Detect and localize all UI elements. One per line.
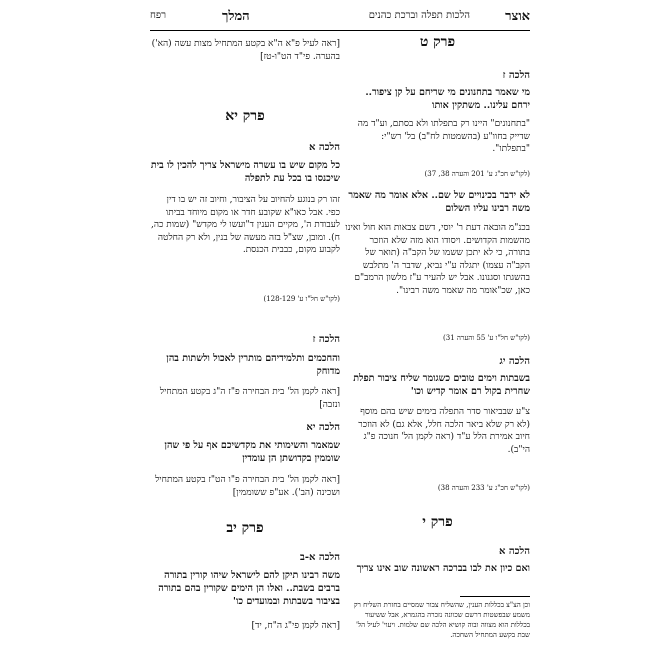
chapter-heading-yud: פרק י bbox=[422, 514, 453, 530]
quoted-text-3: שמאמר והשימותי את מקדשיכם אף על פי שהן שוממין בקדושתן הן עומדין bbox=[164, 440, 340, 464]
footnote: וכן הצ"צ בכללות הענין, שהשליח צבור שמסיים בחזרת השליח רק משמע שבפשטות דרשם שכוונה נזכרה בהגמרא, אבל ששיעור בכללות הוא מצווה ובוה קושיא הלכה שם שלמות. ויעוי' לעיל הל' שבת בקשע המתחיל השחכה. bbox=[353, 601, 530, 639]
reference-1: (לקו"ש חכ"ג ע' 201 והערה 38, 37) bbox=[424, 170, 530, 178]
halacha-heading-z: הלכה ז bbox=[502, 70, 530, 81]
halacha-heading-z: הלכה ז bbox=[312, 334, 340, 345]
page-header bbox=[150, 8, 530, 28]
commentary-2: בכנ"מ הובאה דעת ר' יוסי, דשם צבאות הוא חול ואינו מהשמות הקדושים. ויסודו הוא מזה שלא הוזכר בתורה, כי לא יתכן ששמו של הקב"ה (תואר של הקב"ה עצמו) יתגלה ע"י נביא, שדבר ה' מתלבש בהשגתו וסגנונו. אבל יש להעיר ע"ז מלשון הרמב"ם כאן, שכ"אומר מה שאמר משה רבינו". bbox=[345, 223, 530, 296]
quoted-text-2: לא ידבר בכינויים של שם.. אלא אומר מה שאמר משה רבינו עליו השלום bbox=[348, 190, 530, 214]
header-book-title-left: המלך bbox=[222, 9, 250, 24]
quoted-text-4: משה רבינו תיקן להם לישראל שיהו קורין בתורה ברבים בשבת.. ואלו הן הימים שקורין בהם בתורה בציבור בשבתות ובמועדים כו' bbox=[158, 570, 340, 607]
halacha-heading-a: הלכה א bbox=[309, 142, 340, 153]
reference-3: (לקו"ש חכ"ג ע' 233 והערה 38) bbox=[437, 484, 530, 492]
reference-1: (לקו"ש חל"ו ע' 128-129) bbox=[263, 295, 340, 303]
page-number: רפח bbox=[150, 10, 167, 21]
header-rule bbox=[150, 30, 530, 31]
halacha-heading-ab: הלכה א-ב bbox=[300, 552, 340, 563]
quoted-text-1: כל מקום שיש בו עשרה מישראל צריך להכין לו בית שיכנסו בו בכל עת לתפלה bbox=[150, 160, 340, 184]
header-section-title: הלכות תפלה וברכת כהנים bbox=[368, 10, 470, 21]
reference-2: (לקו"ש חל"ו ע' 55 והערה 31) bbox=[443, 334, 530, 342]
commentary-1: זהו רק בנוגע להחיוב על הציבור, וחיוב זה יש בו דין כפי. אבל כאו"א שקובע חדר או מקום מיוחד בביתו לעבודת ה', מקיים הענין ד"ועשו לי מקדש" (שמות כה, ח). ומובן, שצ"ל בזה מעשה של בנין, ולא רק החלטה לקבוע מקום, כבבית הכנסת. bbox=[150, 195, 340, 255]
cross-reference-2: [ראה לקמן הל' בית הבחירה פ"ו הט"ז בקטע המתחיל ושכינה (הב'). אע"פ ששוממין] bbox=[155, 475, 340, 498]
chapter-heading-yb: פרק יב bbox=[226, 520, 264, 536]
chapter-heading-ya: פרק יא bbox=[225, 108, 265, 124]
top-reference: [ראה לעיל פ"א ה"א בקטע המתחיל מצות עשה (הא') בהערה. פי"ד הט"ו-טז] bbox=[151, 39, 340, 62]
quoted-text-3: בשבתות וימים טובים כשגומר שליח ציבור תפלת שחרית בקול רם אומר קדיש וכו' bbox=[353, 373, 530, 397]
commentary-3: צ"ע שבביאור סדר התפלה בימים שיש בהם מוסף (לא רק שלא ביאר הלכה חלל, אלא גם) לא הוזכר חיוב אמירת הלל ע"ד (ראה לקמן הל' חנוכה פ"ג הי"ב). bbox=[358, 407, 530, 455]
halacha-heading-a: הלכה א bbox=[499, 546, 530, 557]
footnote-rule bbox=[460, 596, 530, 597]
quoted-text-2: והחכמים ותלמידיהם מותרין לאכול ולשתות בהן מדוחק bbox=[166, 353, 340, 377]
quoted-text-1: מי שאמר בתחנונים מי שריחם על קן ציפור.. ירחם עלינו.. משתקין אותו bbox=[365, 87, 530, 111]
chapter-heading-tet: פרק ט bbox=[419, 34, 456, 50]
halacha-heading-yg: הלכה יג bbox=[499, 356, 530, 367]
cross-reference-1: [ראה לקמן הל' בית הבחירה פ"ז ה"ג בקטע המתחיל ונזבה] bbox=[159, 387, 340, 410]
commentary-1: "בתחנונים" היינו רק בתפלתו ולא בסתם, וע"ד מה שדייק בחוו"ע (בהשמטות לח"ב) בל' רש"י: "בתפלתו". bbox=[357, 119, 530, 154]
halacha-heading-ya: הלכה יא bbox=[306, 422, 340, 433]
cross-reference-3: [ראה לקמן פי"ג ה"ח, יד] bbox=[251, 621, 340, 631]
quoted-text-4: ואם כיון את לבו בברכה ראשונה שוב אינו צריך bbox=[356, 563, 530, 574]
header-book-title-right: אוצר bbox=[505, 9, 530, 24]
